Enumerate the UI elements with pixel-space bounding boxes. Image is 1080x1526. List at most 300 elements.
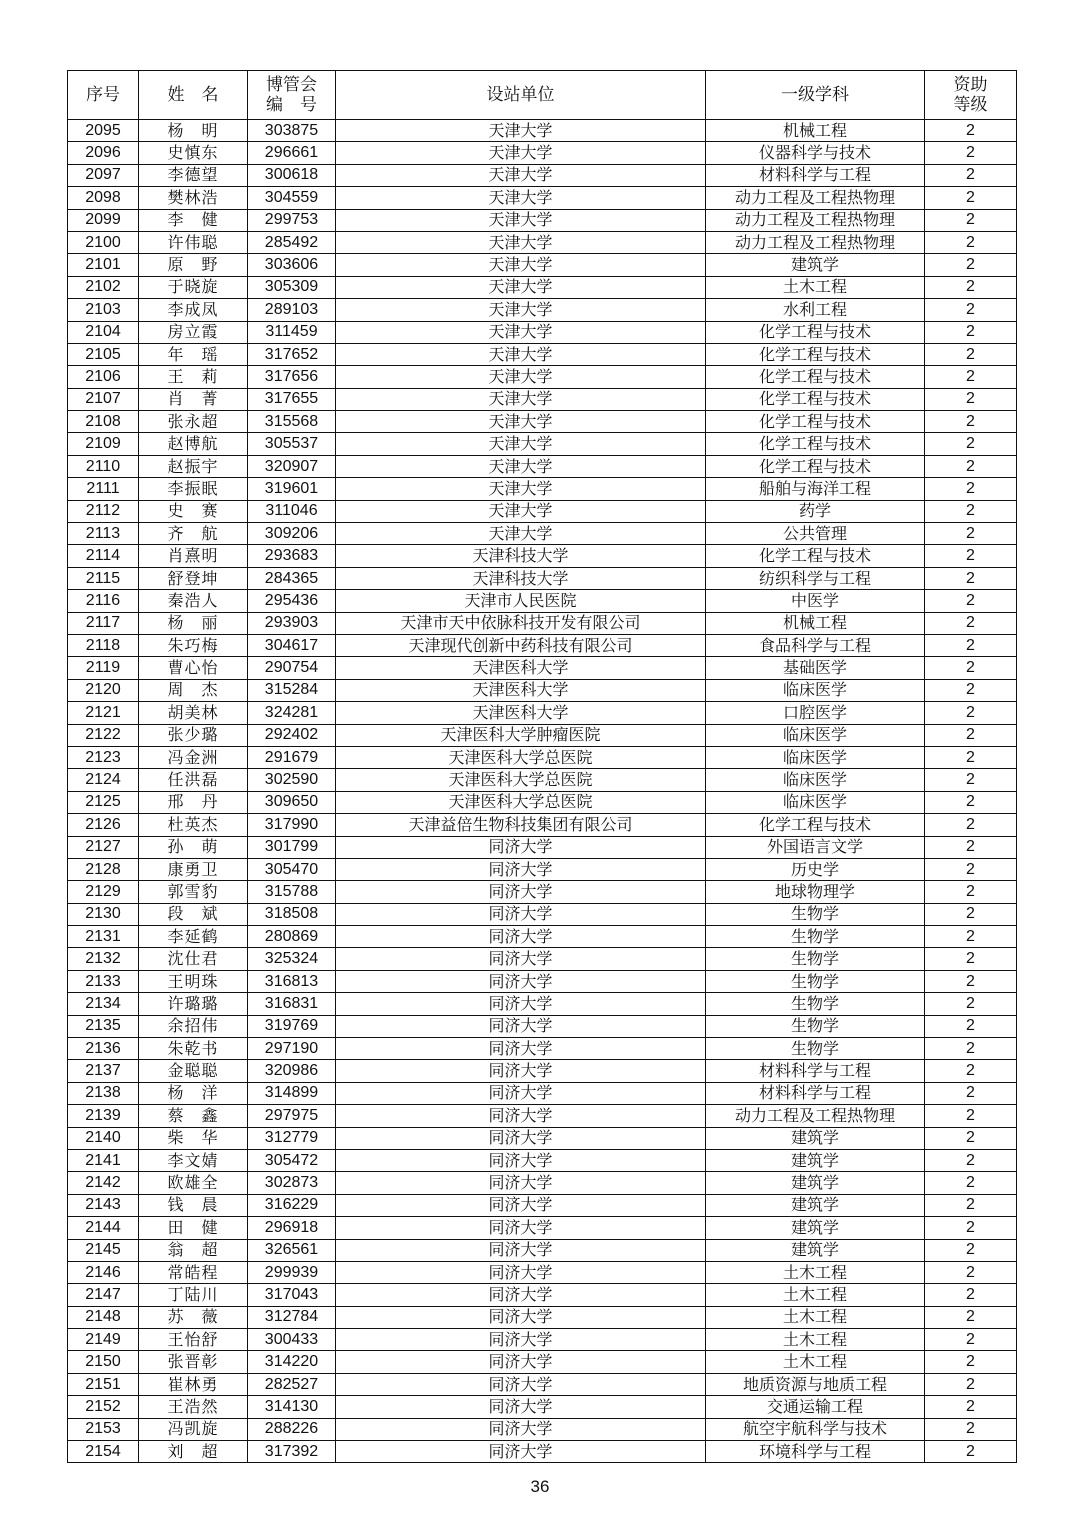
cell-subject: 动力工程及工程热物理 [706, 187, 925, 209]
cell-unit: 天津医科大学肿瘤医院 [336, 724, 706, 746]
cell-seq: 2139 [68, 1105, 139, 1127]
cell-unit: 同济大学 [336, 881, 706, 903]
cell-code: 319601 [248, 478, 336, 500]
cell-seq: 2138 [68, 1082, 139, 1104]
table-row [68, 612, 1017, 634]
cell-name: 欧雄全 [139, 1172, 248, 1194]
cell-subject: 船舶与海洋工程 [706, 478, 925, 500]
cell-name: 钱 晨 [139, 1194, 248, 1216]
cell-subject: 中医学 [706, 590, 925, 612]
table-row [68, 1217, 1017, 1239]
cell-level: 2 [925, 1149, 1017, 1171]
cell-unit: 同济大学 [336, 858, 706, 880]
table-row [68, 478, 1017, 500]
cell-name: 许璐璐 [139, 993, 248, 1015]
cell-code: 284365 [248, 567, 336, 589]
cell-seq: 2102 [68, 276, 139, 298]
cell-level: 2 [925, 478, 1017, 500]
cell-subject: 生物学 [706, 993, 925, 1015]
cell-code: 296661 [248, 142, 336, 164]
table-row [68, 1239, 1017, 1261]
cell-code: 299753 [248, 209, 336, 231]
cell-subject: 化学工程与技术 [706, 455, 925, 477]
cell-unit: 天津大学 [336, 455, 706, 477]
cell-level: 2 [925, 343, 1017, 365]
cell-code: 309206 [248, 523, 336, 545]
cell-seq: 2118 [68, 634, 139, 656]
cell-code: 296918 [248, 1217, 336, 1239]
cell-subject: 生物学 [706, 1038, 925, 1060]
cell-unit: 同济大学 [336, 1261, 706, 1283]
cell-code: 300433 [248, 1329, 336, 1351]
cell-unit: 天津大学 [336, 388, 706, 410]
cell-name: 张永超 [139, 411, 248, 433]
cell-subject: 化学工程与技术 [706, 814, 925, 836]
cell-code: 316229 [248, 1194, 336, 1216]
cell-code: 314899 [248, 1082, 336, 1104]
cell-code: 299939 [248, 1261, 336, 1283]
cell-level: 2 [925, 1105, 1017, 1127]
cell-code: 324281 [248, 702, 336, 724]
cell-subject: 生物学 [706, 903, 925, 925]
cell-subject: 化学工程与技术 [706, 545, 925, 567]
table-row [68, 1373, 1017, 1395]
cell-level: 2 [925, 1351, 1017, 1373]
cell-name: 任洪磊 [139, 769, 248, 791]
table-row [68, 366, 1017, 388]
cell-level: 2 [925, 120, 1017, 142]
cell-name: 年 瑶 [139, 343, 248, 365]
table-row [68, 1351, 1017, 1373]
cell-seq: 2151 [68, 1373, 139, 1395]
cell-seq: 2112 [68, 500, 139, 522]
cell-name: 原 野 [139, 254, 248, 276]
cell-code: 311459 [248, 321, 336, 343]
cell-unit: 同济大学 [336, 1329, 706, 1351]
cell-unit: 天津医科大学总医院 [336, 769, 706, 791]
cell-unit: 同济大学 [336, 1217, 706, 1239]
cell-name: 朱巧梅 [139, 634, 248, 656]
cell-name: 刘 超 [139, 1441, 248, 1463]
table-row [68, 702, 1017, 724]
cell-unit: 天津大学 [336, 209, 706, 231]
cell-subject: 建筑学 [706, 1149, 925, 1171]
table-row [68, 1082, 1017, 1104]
cell-code: 293683 [248, 545, 336, 567]
cell-subject: 生物学 [706, 926, 925, 948]
table-row [68, 903, 1017, 925]
cell-level: 2 [925, 1127, 1017, 1149]
cell-name: 余招伟 [139, 1015, 248, 1037]
cell-unit: 同济大学 [336, 948, 706, 970]
cell-seq: 2152 [68, 1396, 139, 1418]
cell-code: 316813 [248, 970, 336, 992]
table-row [68, 1441, 1017, 1463]
cell-unit: 天津医科大学 [336, 679, 706, 701]
cell-code: 314220 [248, 1351, 336, 1373]
cell-subject: 航空宇航科学与技术 [706, 1418, 925, 1440]
table-row [68, 209, 1017, 231]
cell-level: 2 [925, 411, 1017, 433]
cell-level: 2 [925, 1396, 1017, 1418]
cell-subject: 动力工程及工程热物理 [706, 1105, 925, 1127]
cell-unit: 天津科技大学 [336, 545, 706, 567]
cell-seq: 2130 [68, 903, 139, 925]
table-row [68, 836, 1017, 858]
cell-seq: 2122 [68, 724, 139, 746]
cell-seq: 2100 [68, 231, 139, 253]
cell-seq: 2101 [68, 254, 139, 276]
cell-subject: 临床医学 [706, 679, 925, 701]
cell-seq: 2098 [68, 187, 139, 209]
cell-subject: 土木工程 [706, 276, 925, 298]
table-row [68, 321, 1017, 343]
table-row [68, 455, 1017, 477]
cell-seq: 2117 [68, 612, 139, 634]
cell-code: 317656 [248, 366, 336, 388]
cell-code: 302873 [248, 1172, 336, 1194]
header-code: 博管会 编 号 [248, 71, 336, 120]
cell-unit: 天津益倍生物科技集团有限公司 [336, 814, 706, 836]
table-row [68, 500, 1017, 522]
cell-subject: 地球物理学 [706, 881, 925, 903]
cell-level: 2 [925, 1239, 1017, 1261]
cell-seq: 2095 [68, 120, 139, 142]
cell-subject: 土木工程 [706, 1329, 925, 1351]
cell-name: 曹心怡 [139, 657, 248, 679]
page-number: 36 [530, 1477, 550, 1496]
cell-subject: 生物学 [706, 970, 925, 992]
cell-unit: 同济大学 [336, 926, 706, 948]
cell-code: 319769 [248, 1015, 336, 1037]
cell-level: 2 [925, 1261, 1017, 1283]
cell-unit: 同济大学 [336, 1082, 706, 1104]
cell-seq: 2127 [68, 836, 139, 858]
table-row [68, 881, 1017, 903]
cell-seq: 2136 [68, 1038, 139, 1060]
table-row [68, 926, 1017, 948]
table-body [68, 120, 1017, 1463]
cell-seq: 2121 [68, 702, 139, 724]
cell-unit: 同济大学 [336, 903, 706, 925]
cell-unit: 天津大学 [336, 299, 706, 321]
table-row [68, 1396, 1017, 1418]
cell-name: 房立霞 [139, 321, 248, 343]
cell-subject: 建筑学 [706, 1127, 925, 1149]
cell-level: 2 [925, 187, 1017, 209]
cell-seq: 2106 [68, 366, 139, 388]
cell-unit: 天津大学 [336, 276, 706, 298]
cell-name: 胡美林 [139, 702, 248, 724]
cell-seq: 2096 [68, 142, 139, 164]
cell-code: 314130 [248, 1396, 336, 1418]
table-row [68, 142, 1017, 164]
table-row [68, 746, 1017, 768]
table-row [68, 433, 1017, 455]
cell-seq: 2140 [68, 1127, 139, 1149]
cell-level: 2 [925, 299, 1017, 321]
header-name: 姓 名 [139, 71, 248, 120]
cell-name: 杨 洋 [139, 1082, 248, 1104]
table-row [68, 1284, 1017, 1306]
cell-name: 舒登坤 [139, 567, 248, 589]
cell-name: 蔡 鑫 [139, 1105, 248, 1127]
cell-level: 2 [925, 231, 1017, 253]
cell-seq: 2133 [68, 970, 139, 992]
cell-level: 2 [925, 455, 1017, 477]
cell-subject: 化学工程与技术 [706, 366, 925, 388]
cell-code: 326561 [248, 1239, 336, 1261]
table-row [68, 590, 1017, 612]
cell-unit: 天津大学 [336, 321, 706, 343]
table-row [68, 523, 1017, 545]
cell-subject: 仪器科学与技术 [706, 142, 925, 164]
table-row [68, 299, 1017, 321]
cell-unit: 天津大学 [336, 187, 706, 209]
cell-level: 2 [925, 926, 1017, 948]
cell-code: 315568 [248, 411, 336, 433]
cell-subject: 生物学 [706, 948, 925, 970]
cell-subject: 建筑学 [706, 1194, 925, 1216]
cell-seq: 2123 [68, 746, 139, 768]
cell-seq: 2128 [68, 858, 139, 880]
cell-name: 王 莉 [139, 366, 248, 388]
table-row [68, 858, 1017, 880]
cell-unit: 同济大学 [336, 1396, 706, 1418]
cell-unit: 天津医科大学总医院 [336, 791, 706, 813]
cell-seq: 2150 [68, 1351, 139, 1373]
table-row [68, 1105, 1017, 1127]
cell-unit: 天津大学 [336, 120, 706, 142]
table-header [68, 71, 1017, 120]
cell-subject: 化学工程与技术 [706, 388, 925, 410]
cell-level: 2 [925, 746, 1017, 768]
cell-level: 2 [925, 142, 1017, 164]
cell-code: 316831 [248, 993, 336, 1015]
cell-code: 305309 [248, 276, 336, 298]
cell-unit: 同济大学 [336, 1060, 706, 1082]
cell-code: 325324 [248, 948, 336, 970]
table-row [68, 679, 1017, 701]
table-row [68, 164, 1017, 186]
cell-level: 2 [925, 1306, 1017, 1328]
cell-seq: 2097 [68, 164, 139, 186]
cell-name: 常皓程 [139, 1261, 248, 1283]
cell-seq: 2113 [68, 523, 139, 545]
cell-seq: 2108 [68, 411, 139, 433]
cell-unit: 天津市人民医院 [336, 590, 706, 612]
cell-subject: 环境科学与工程 [706, 1441, 925, 1463]
table-row [68, 1127, 1017, 1149]
cell-seq: 2124 [68, 769, 139, 791]
table-row [68, 1060, 1017, 1082]
cell-unit: 天津大学 [336, 523, 706, 545]
cell-code: 304559 [248, 187, 336, 209]
cell-subject: 临床医学 [706, 724, 925, 746]
cell-unit: 天津市天中依脉科技开发有限公司 [336, 612, 706, 634]
cell-code: 289103 [248, 299, 336, 321]
cell-subject: 土木工程 [706, 1284, 925, 1306]
cell-name: 李延鹤 [139, 926, 248, 948]
cell-seq: 2104 [68, 321, 139, 343]
table-row [68, 1015, 1017, 1037]
table-row [68, 187, 1017, 209]
cell-level: 2 [925, 1284, 1017, 1306]
cell-name: 苏 薇 [139, 1306, 248, 1328]
cell-level: 2 [925, 1441, 1017, 1463]
cell-subject: 材料科学与工程 [706, 1082, 925, 1104]
cell-code: 304617 [248, 634, 336, 656]
cell-unit: 天津大学 [336, 254, 706, 276]
cell-seq: 2115 [68, 567, 139, 589]
cell-subject: 动力工程及工程热物理 [706, 231, 925, 253]
cell-name: 齐 航 [139, 523, 248, 545]
table-row [68, 545, 1017, 567]
cell-subject: 建筑学 [706, 1172, 925, 1194]
cell-subject: 水利工程 [706, 299, 925, 321]
cell-subject: 化学工程与技术 [706, 433, 925, 455]
cell-level: 2 [925, 903, 1017, 925]
cell-name: 邢 丹 [139, 791, 248, 813]
cell-code: 285492 [248, 231, 336, 253]
cell-code: 302590 [248, 769, 336, 791]
cell-unit: 天津大学 [336, 231, 706, 253]
cell-level: 2 [925, 791, 1017, 813]
table-row [68, 276, 1017, 298]
cell-subject: 动力工程及工程热物理 [706, 209, 925, 231]
cell-name: 肖熹明 [139, 545, 248, 567]
cell-name: 康勇卫 [139, 858, 248, 880]
cell-level: 2 [925, 724, 1017, 746]
cell-level: 2 [925, 836, 1017, 858]
cell-level: 2 [925, 702, 1017, 724]
cell-level: 2 [925, 612, 1017, 634]
cell-name: 翁 超 [139, 1239, 248, 1261]
cell-seq: 2142 [68, 1172, 139, 1194]
cell-name: 金聪聪 [139, 1060, 248, 1082]
cell-subject: 化学工程与技术 [706, 321, 925, 343]
cell-seq: 2114 [68, 545, 139, 567]
cell-unit: 同济大学 [336, 1373, 706, 1395]
cell-code: 292402 [248, 724, 336, 746]
cell-name: 张少璐 [139, 724, 248, 746]
cell-subject: 材料科学与工程 [706, 1060, 925, 1082]
cell-level: 2 [925, 366, 1017, 388]
cell-name: 孙 萌 [139, 836, 248, 858]
cell-name: 许伟聪 [139, 231, 248, 253]
cell-unit: 天津医科大学 [336, 657, 706, 679]
cell-level: 2 [925, 388, 1017, 410]
table-row [68, 1172, 1017, 1194]
cell-code: 290754 [248, 657, 336, 679]
table-row [68, 1261, 1017, 1283]
cell-seq: 2109 [68, 433, 139, 455]
cell-name: 肖 菁 [139, 388, 248, 410]
cell-name: 冯金洲 [139, 746, 248, 768]
cell-unit: 同济大学 [336, 1149, 706, 1171]
cell-seq: 2154 [68, 1441, 139, 1463]
cell-name: 杨 丽 [139, 612, 248, 634]
cell-level: 2 [925, 1038, 1017, 1060]
header-seq: 序号 [68, 71, 139, 120]
cell-subject: 地质资源与地质工程 [706, 1373, 925, 1395]
cell-name: 柴 华 [139, 1127, 248, 1149]
cell-subject: 化学工程与技术 [706, 343, 925, 365]
cell-name: 朱乾书 [139, 1038, 248, 1060]
cell-level: 2 [925, 657, 1017, 679]
table-row [68, 814, 1017, 836]
cell-subject: 机械工程 [706, 612, 925, 634]
cell-level: 2 [925, 1082, 1017, 1104]
cell-level: 2 [925, 433, 1017, 455]
cell-seq: 2153 [68, 1418, 139, 1440]
table-row [68, 343, 1017, 365]
cell-name: 李振眠 [139, 478, 248, 500]
cell-unit: 天津科技大学 [336, 567, 706, 589]
cell-code: 303606 [248, 254, 336, 276]
cell-subject: 食品科学与工程 [706, 634, 925, 656]
cell-unit: 同济大学 [336, 1239, 706, 1261]
cell-subject: 临床医学 [706, 791, 925, 813]
cell-unit: 同济大学 [336, 1038, 706, 1060]
cell-name: 王明珠 [139, 970, 248, 992]
cell-unit: 同济大学 [336, 1441, 706, 1463]
cell-name: 王浩然 [139, 1396, 248, 1418]
cell-seq: 2099 [68, 209, 139, 231]
cell-level: 2 [925, 634, 1017, 656]
cell-name: 李成凤 [139, 299, 248, 321]
cell-unit: 同济大学 [336, 993, 706, 1015]
cell-code: 305470 [248, 858, 336, 880]
cell-level: 2 [925, 1172, 1017, 1194]
cell-name: 王怡舒 [139, 1329, 248, 1351]
cell-code: 305537 [248, 433, 336, 455]
cell-seq: 2105 [68, 343, 139, 365]
cell-subject: 土木工程 [706, 1306, 925, 1328]
cell-name: 李 健 [139, 209, 248, 231]
cell-unit: 天津大学 [336, 433, 706, 455]
cell-seq: 2143 [68, 1194, 139, 1216]
cell-level: 2 [925, 1418, 1017, 1440]
cell-level: 2 [925, 1194, 1017, 1216]
cell-level: 2 [925, 590, 1017, 612]
table-row [68, 948, 1017, 970]
cell-name: 于晓旋 [139, 276, 248, 298]
cell-seq: 2132 [68, 948, 139, 970]
cell-code: 320986 [248, 1060, 336, 1082]
cell-subject: 交通运输工程 [706, 1396, 925, 1418]
cell-name: 张晋彰 [139, 1351, 248, 1373]
table-row [68, 1329, 1017, 1351]
cell-name: 崔林勇 [139, 1373, 248, 1395]
cell-subject: 口腔医学 [706, 702, 925, 724]
cell-seq: 2107 [68, 388, 139, 410]
cell-level: 2 [925, 814, 1017, 836]
cell-seq: 2145 [68, 1239, 139, 1261]
table-row [68, 411, 1017, 433]
cell-seq: 2147 [68, 1284, 139, 1306]
cell-level: 2 [925, 679, 1017, 701]
cell-seq: 2119 [68, 657, 139, 679]
cell-unit: 同济大学 [336, 970, 706, 992]
cell-unit: 天津大学 [336, 500, 706, 522]
cell-subject: 化学工程与技术 [706, 411, 925, 433]
cell-subject: 外国语言文学 [706, 836, 925, 858]
table-row [68, 769, 1017, 791]
cell-level: 2 [925, 254, 1017, 276]
cell-unit: 天津医科大学总医院 [336, 746, 706, 768]
table-row [68, 567, 1017, 589]
